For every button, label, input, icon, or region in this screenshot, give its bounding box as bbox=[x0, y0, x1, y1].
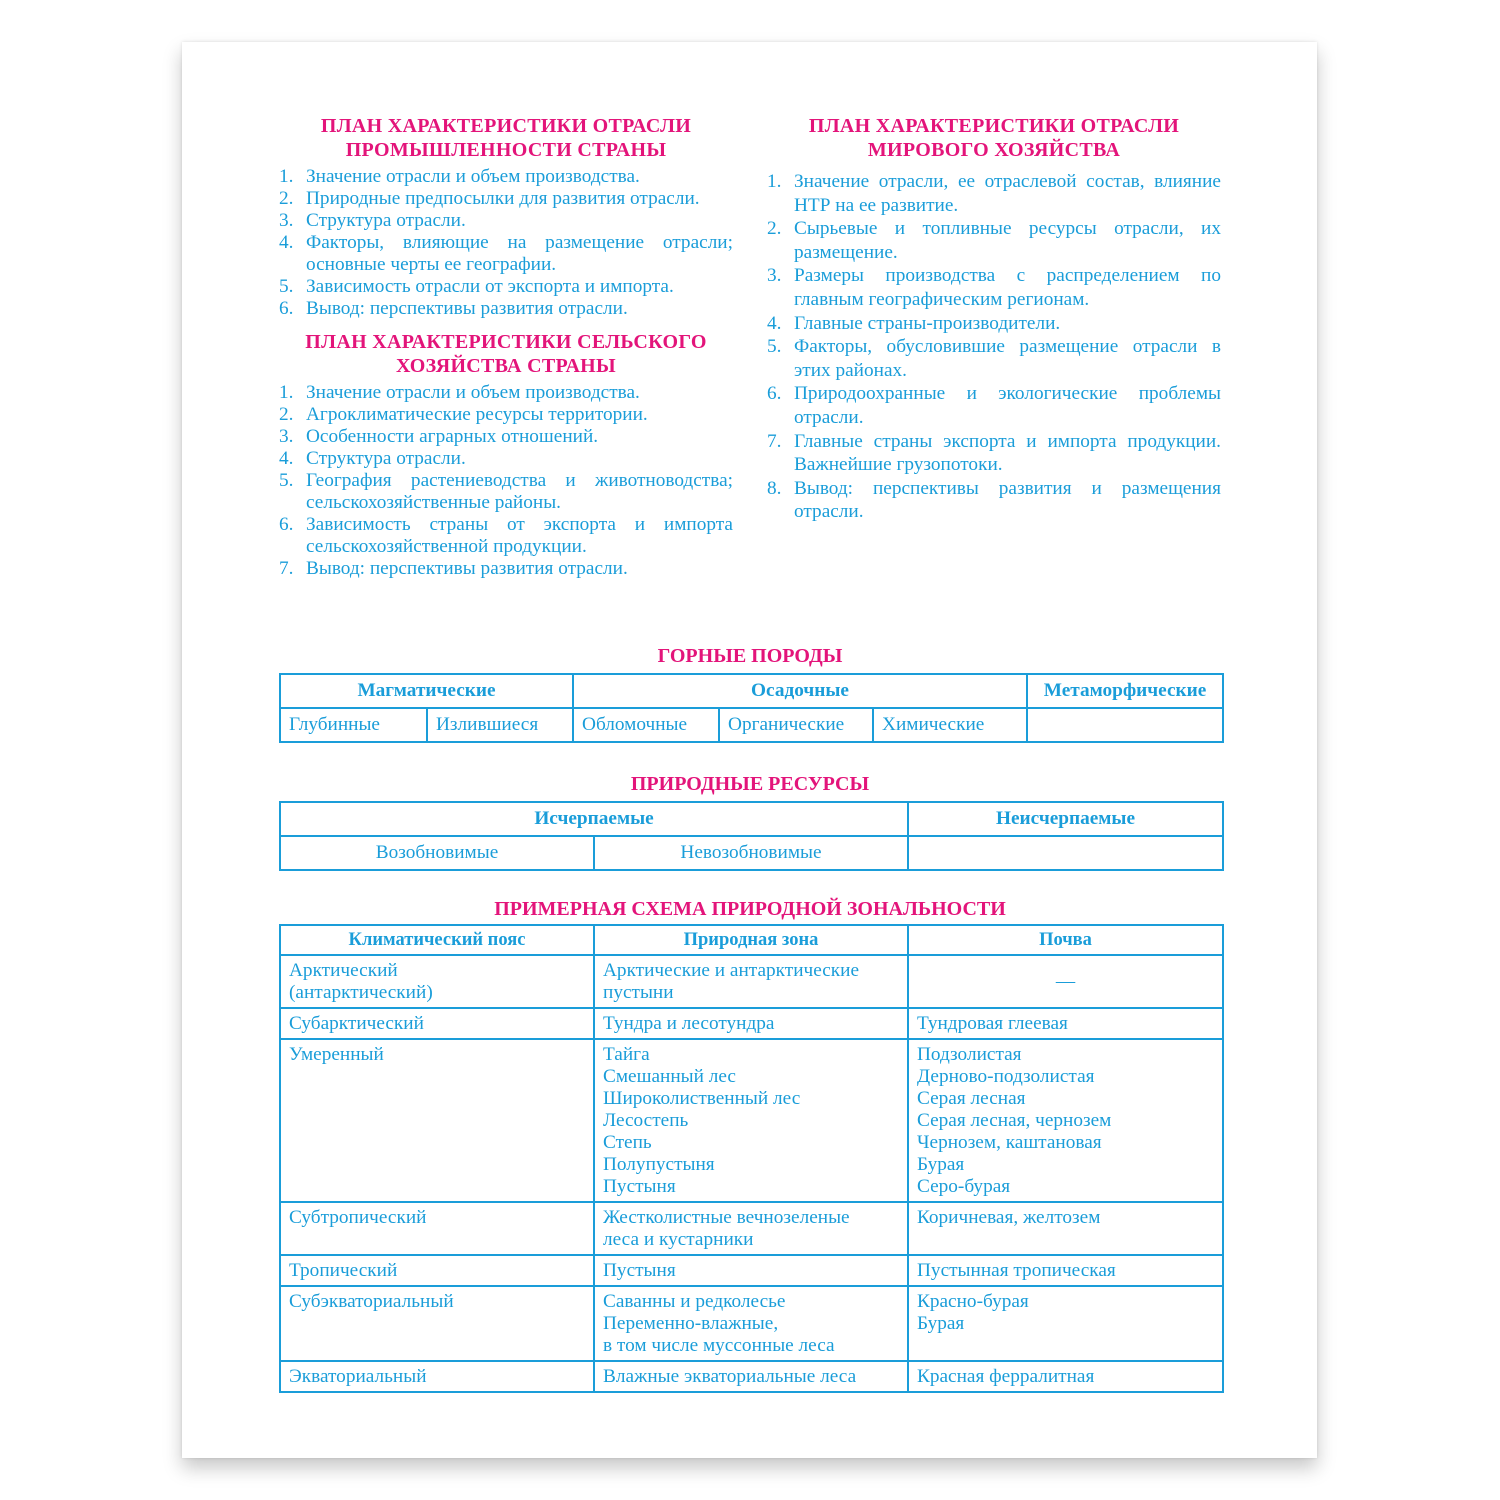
table-row bbox=[280, 1286, 1223, 1361]
list-item-number: 2. bbox=[767, 218, 782, 240]
zones-cell-belt bbox=[280, 1255, 594, 1286]
cell-line: Жестколистные вечнозеленые bbox=[603, 1207, 850, 1228]
zones-cell-soil bbox=[908, 1255, 1223, 1286]
list-item-number: 1. bbox=[279, 166, 294, 187]
cell-line: Умеренный bbox=[289, 1044, 384, 1065]
cell-line: Экваториальный bbox=[289, 1366, 427, 1387]
industry-plan-title bbox=[279, 114, 733, 162]
list-item-number: 3. bbox=[767, 265, 782, 287]
agriculture-plan-list bbox=[279, 382, 733, 580]
list-item bbox=[767, 264, 1221, 311]
list-item-text: Зависимость страны от экспорта и импорта сельскохозяйственной продукции. bbox=[306, 514, 733, 557]
cell-line: Коричневая, желтозем bbox=[917, 1207, 1101, 1228]
rocks-cell-organic: Органические bbox=[719, 708, 873, 742]
table-row bbox=[280, 1039, 1223, 1202]
list-item bbox=[279, 558, 733, 580]
table-row bbox=[280, 1255, 1223, 1286]
rocks-header-sedimentary: Осадочные bbox=[573, 674, 1027, 708]
zones-table-body bbox=[280, 955, 1223, 1392]
list-item bbox=[767, 312, 1221, 336]
list-item-number: 7. bbox=[767, 430, 782, 452]
list-item-number: 3. bbox=[279, 426, 294, 447]
zones-cell-belt bbox=[280, 1286, 594, 1361]
cell-line: Субтропический bbox=[289, 1207, 427, 1228]
world-plan-title bbox=[767, 114, 1221, 162]
resources-cell-nonrenewable: Невозобновимые bbox=[594, 836, 908, 870]
cell-line: Субэкваториальный bbox=[289, 1291, 454, 1312]
list-item-number: 4. bbox=[767, 312, 782, 334]
table-row bbox=[280, 1361, 1223, 1392]
zones-cell-soil bbox=[908, 1286, 1223, 1361]
cell-line: леса и кустарники bbox=[603, 1229, 754, 1250]
cell-line: в том числе муссонные леса bbox=[603, 1335, 835, 1356]
list-item-text: Природные предпосылки для развития отрасли. bbox=[306, 188, 700, 209]
zones-cell-soil bbox=[908, 1039, 1223, 1202]
cell-line: Красно-бурая bbox=[917, 1291, 1029, 1312]
agriculture-plan-title-line2: ХОЗЯЙСТВА СТРАНЫ bbox=[396, 355, 616, 377]
list-item-text: Структура отрасли. bbox=[306, 448, 466, 469]
zones-header-zone: Природная зона bbox=[594, 925, 908, 955]
list-item bbox=[767, 217, 1221, 264]
page-sheet bbox=[182, 42, 1317, 1458]
list-item-text: Значение отрасли, ее отраслевой состав, влияние НТР на ее развитие. bbox=[794, 171, 1221, 216]
resources-table bbox=[279, 801, 1224, 871]
list-item-number: 5. bbox=[767, 336, 782, 358]
zones-cell-soil bbox=[908, 1361, 1223, 1392]
world-plan-title-line2: МИРОВОГО ХОЗЯЙСТВА bbox=[867, 139, 1121, 161]
list-item bbox=[767, 430, 1221, 477]
cell-line: Пустынная тропическая bbox=[917, 1260, 1116, 1281]
cell-line: Субарктический bbox=[289, 1013, 424, 1034]
zones-cell-zone bbox=[594, 1361, 908, 1392]
list-item-number: 4. bbox=[279, 448, 294, 469]
zones-header-belt: Климатический пояс bbox=[280, 925, 594, 955]
cell-line: Влажные экваториальные леса bbox=[603, 1366, 857, 1387]
list-item-text: Природоохранные и экологические проблемы отрасли. bbox=[794, 383, 1221, 428]
cell-line: Тропический bbox=[289, 1260, 398, 1281]
cell-line: Лесостепь bbox=[603, 1110, 689, 1131]
list-item-text: Агроклиматические ресурсы территории. bbox=[306, 404, 648, 425]
list-item-text: Сырьевые и топливные ресурсы отрасли, их размещение. bbox=[794, 218, 1221, 263]
table-row bbox=[280, 955, 1223, 1008]
cell-line: Пустыня bbox=[603, 1260, 676, 1281]
list-item-text: Факторы, обусловившие размещение отрасли в этих районах. bbox=[794, 336, 1221, 381]
cell-line: Тайга bbox=[603, 1044, 650, 1065]
zones-cell-belt bbox=[280, 1039, 594, 1202]
rocks-header-metamorphic: Метаморфические bbox=[1027, 674, 1223, 708]
list-item bbox=[279, 210, 733, 232]
left-column bbox=[279, 114, 733, 580]
rocks-cell-deep: Глубинные bbox=[280, 708, 427, 742]
list-item-number: 6. bbox=[279, 298, 294, 319]
list-item-text: Особенности аграрных отношений. bbox=[306, 426, 599, 447]
list-item-text: Вывод: перспективы развития и размещения отрасли. bbox=[794, 477, 1221, 523]
cell-line: Дерново-подзолистая bbox=[917, 1066, 1095, 1087]
cell-line: Саванны и редколесье bbox=[603, 1291, 786, 1312]
zones-cell-belt bbox=[280, 1361, 594, 1392]
list-item-text: Структура отрасли. bbox=[306, 210, 466, 231]
resources-header-exhaustible: Исчерпаемые bbox=[280, 802, 908, 836]
zones-cell-soil bbox=[908, 1202, 1223, 1255]
list-item bbox=[279, 426, 733, 448]
list-item-text: Главные страны экспорта и импорта продукции. Важнейшие грузопотоки. bbox=[794, 430, 1221, 476]
list-item bbox=[279, 382, 733, 404]
cell-line: Серо-бурая bbox=[917, 1176, 1011, 1197]
cell-line: пустыни bbox=[603, 982, 674, 1003]
right-column bbox=[767, 114, 1221, 524]
table-row bbox=[280, 836, 1223, 870]
list-item-text: Значение отрасли и объем производства. bbox=[306, 166, 640, 187]
list-item bbox=[279, 232, 733, 276]
cell-line: — bbox=[1055, 971, 1076, 992]
zones-cell-zone bbox=[594, 955, 908, 1008]
cell-line: Чернозем, каштановая bbox=[917, 1132, 1102, 1153]
cell-line: (антарктический) bbox=[289, 982, 433, 1003]
world-plan-list bbox=[767, 170, 1221, 524]
table-row bbox=[280, 1202, 1223, 1255]
cell-line: Тундра и лесотундра bbox=[603, 1013, 775, 1034]
zones-table bbox=[279, 924, 1224, 1393]
list-item bbox=[279, 188, 733, 210]
zones-cell-zone bbox=[594, 1202, 908, 1255]
zones-cell-belt bbox=[280, 1008, 594, 1039]
cell-line: Полупустыня bbox=[603, 1154, 715, 1175]
list-item bbox=[767, 335, 1221, 382]
cell-line: Широколиственный лес bbox=[603, 1088, 801, 1109]
agriculture-plan-title bbox=[279, 330, 733, 378]
list-item bbox=[279, 404, 733, 426]
zones-cell-soil bbox=[908, 955, 1223, 1008]
list-item-number: 7. bbox=[279, 558, 294, 579]
cell-line: Пустыня bbox=[603, 1176, 676, 1197]
industry-plan-title-line2: ПРОМЫШЛЕННОСТИ СТРАНЫ bbox=[345, 139, 667, 161]
cell-line: Тундровая глеевая bbox=[917, 1013, 1068, 1034]
list-item-number: 2. bbox=[279, 404, 294, 425]
resources-cell-renewable: Возобновимые bbox=[280, 836, 594, 870]
zones-title: ПРИМЕРНАЯ СХЕМА ПРИРОДНОЙ ЗОНАЛЬНОСТИ bbox=[494, 898, 1006, 920]
list-item-text: Зависимость отрасли от экспорта и импорта. bbox=[306, 276, 674, 297]
cell-line: Подзолистая bbox=[917, 1044, 1022, 1065]
cell-line: Арктический bbox=[289, 960, 398, 981]
list-item bbox=[767, 477, 1221, 524]
agriculture-plan-title-line1: ПЛАН ХАРАКТЕРИСТИКИ СЕЛЬСКОГО bbox=[305, 331, 707, 353]
cell-line: Бурая bbox=[917, 1154, 965, 1175]
list-item-text: Факторы, влияющие на размещение отрасли; основные черты ее географии. bbox=[306, 232, 733, 275]
list-item-number: 6. bbox=[767, 383, 782, 405]
list-item bbox=[279, 276, 733, 298]
list-item-number: 5. bbox=[279, 470, 294, 491]
list-item-text: Значение отрасли и объем производства. bbox=[306, 382, 640, 403]
list-item-text: Главные страны-производители. bbox=[794, 312, 1061, 334]
table-row bbox=[280, 802, 1223, 836]
table-header-row bbox=[280, 925, 1223, 955]
cell-line: Смешанный лес bbox=[603, 1066, 736, 1087]
list-item bbox=[279, 448, 733, 470]
cell-line: Красная ферралитная bbox=[917, 1366, 1095, 1387]
zones-cell-belt bbox=[280, 955, 594, 1008]
rocks-title: ГОРНЫЕ ПОРОДЫ bbox=[657, 645, 843, 667]
zones-cell-zone bbox=[594, 1255, 908, 1286]
list-item-text: Вывод: перспективы развития отрасли. bbox=[306, 558, 628, 579]
cell-line: Серая лесная bbox=[917, 1088, 1026, 1109]
zones-cell-zone bbox=[594, 1286, 908, 1361]
list-item bbox=[767, 382, 1221, 429]
rocks-header-magmatic: Магматические bbox=[280, 674, 573, 708]
rocks-table bbox=[279, 673, 1224, 743]
table-row bbox=[280, 708, 1223, 742]
list-item-number: 5. bbox=[279, 276, 294, 297]
cell-line: Серая лесная, чернозем bbox=[917, 1110, 1112, 1131]
list-item-number: 1. bbox=[767, 171, 782, 192]
world-plan-title-line1: ПЛАН ХАРАКТЕРИСТИКИ ОТРАСЛИ bbox=[808, 115, 1180, 137]
list-item bbox=[279, 514, 733, 558]
list-item bbox=[279, 470, 733, 514]
resources-title: ПРИРОДНЫЕ РЕСУРСЫ bbox=[630, 773, 870, 795]
rocks-cell-chemical: Химические bbox=[873, 708, 1027, 742]
rocks-cell-empty bbox=[1027, 708, 1223, 742]
list-item bbox=[279, 298, 733, 320]
list-item-number: 3. bbox=[279, 210, 294, 231]
cell-line: Степь bbox=[603, 1132, 652, 1153]
resources-cell-empty bbox=[908, 836, 1223, 870]
list-item-number: 6. bbox=[279, 514, 294, 535]
list-item-text: Вывод: перспективы развития отрасли. bbox=[306, 298, 628, 319]
list-item bbox=[279, 166, 733, 188]
cell-line: Бурая bbox=[917, 1313, 965, 1334]
list-item-text: География растениеводства и животноводства; сельскохозяйственные районы. bbox=[306, 470, 733, 513]
rocks-cell-effusive: Излившиеся bbox=[427, 708, 573, 742]
zones-header-soil: Почва bbox=[908, 925, 1223, 955]
industry-plan-title-line1: ПЛАН ХАРАКТЕРИСТИКИ ОТРАСЛИ bbox=[320, 115, 692, 137]
cell-line: Арктические и антарктические bbox=[603, 960, 860, 981]
resources-header-inexhaustible: Неисчерпаемые bbox=[908, 802, 1223, 836]
list-item-number: 8. bbox=[767, 477, 782, 499]
zones-cell-zone bbox=[594, 1008, 908, 1039]
list-item-number: 2. bbox=[279, 188, 294, 209]
rocks-cell-clastic: Обломочные bbox=[573, 708, 719, 742]
list-item-number: 4. bbox=[279, 232, 294, 253]
industry-plan-list bbox=[279, 166, 733, 320]
cell-line: Переменно-влажные, bbox=[603, 1313, 779, 1334]
table-row bbox=[280, 674, 1223, 708]
zones-cell-soil bbox=[908, 1008, 1223, 1039]
list-item bbox=[767, 170, 1221, 217]
zones-cell-zone bbox=[594, 1039, 908, 1202]
table-row bbox=[280, 1008, 1223, 1039]
list-item-number: 1. bbox=[279, 382, 294, 403]
zones-cell-belt bbox=[280, 1202, 594, 1255]
list-item-text: Размеры производства с распределением по главным географическим регионам. bbox=[794, 265, 1221, 310]
